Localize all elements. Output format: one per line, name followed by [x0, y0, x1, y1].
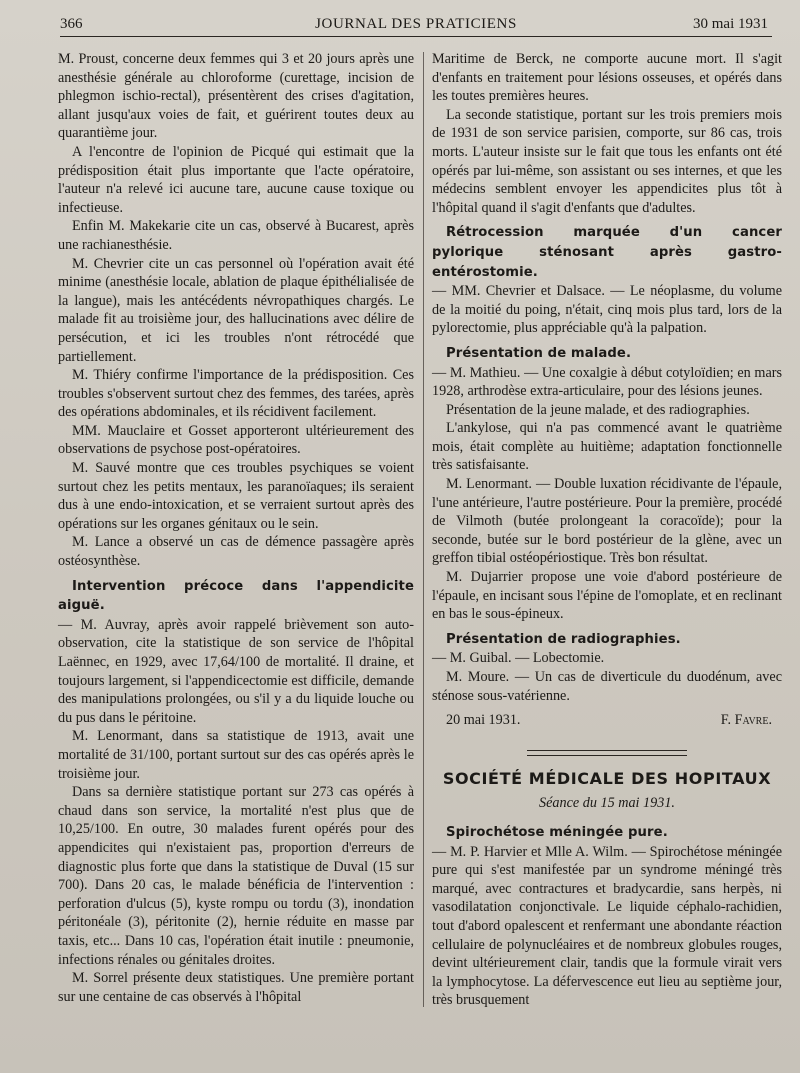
signature-line	[432, 711, 782, 730]
paragraph: Enfin M. Makekarie cite un cas, observé à Bucarest, après une rachianesthésie.	[58, 218, 414, 253]
paragraph: M. Proust, concerne deux femmes qui 3 et 20 jours après une anesthésie générale au chloroforme (curettage, incision de phlegmon ischio-rectal), présentèrent des crises d'agitation, allant jusqu'aux voies de fait, et guérirent toutes deux au quarantième jour.	[58, 51, 414, 142]
paragraph: L'ankylose, qui n'a pas commencé avant le quatrième mois, était complète au huitième; adaptation fonctionnelle très satisfaisante.	[432, 420, 782, 474]
paragraph: M. Dujarrier propose une voie d'abord postérieure de l'épaule, en incisant sous l'épine de l'omoplate, et en reclinant en bas le sous-épineux.	[432, 569, 782, 623]
paragraph: — M. Guibal. — Lobectomie.	[432, 650, 605, 667]
page-number: 366	[60, 16, 83, 32]
running-header	[60, 14, 772, 37]
paragraph: A l'encontre de l'opinion de Picqué qui estimait que la prédisposition était plus importante que l'acte opératoire, l'auteur n'a relevé ici aucune tare, aucune cause toxique ou infectieuse.	[58, 143, 414, 216]
paragraph: — MM. Chevrier et Dalsace. — Le néoplasme, du volume de la moitié du poing, n'était, cinq mois plus tard, lors de la pylorectomie, plus appréciable qu'à la palpation.	[432, 283, 782, 337]
heading-text: Rétrocession marquée d'un cancer pylorique sténosant après gastro-entérostomie.	[432, 225, 782, 280]
section-heading	[432, 223, 782, 282]
paragraph: Maritime de Berck, ne comporte aucune mort. Il s'agit d'enfants en traitement pour lésions osseuses, et opérés dans les toutes premières heures.	[432, 51, 782, 105]
paragraph: M. Moure. — Un cas de diverticule du duodénum, avec sténose sous-vatérienne.	[432, 669, 782, 704]
journal-title: JOURNAL DES PRATICIENS	[315, 16, 517, 32]
paragraph: M. Sorrel présente deux statistiques. Une première portant sur une centaine de cas observés à l'hôpital	[58, 970, 414, 1005]
seance-date: Séance du 15 mai 1931.	[539, 795, 675, 812]
paragraph: — M. Mathieu. — Une coxalgie à début cotyloïdien; en mars 1928, arthrodèse extra-articulaire, pour des lésions jeunes.	[432, 364, 782, 400]
left-column	[58, 50, 414, 1006]
society-title: SOCIÉTÉ MÉDICALE DES HOPITAUX	[442, 768, 772, 788]
heading-text: Présentation de malade.	[446, 345, 632, 361]
paragraph: M. Thiéry confirme l'importance de la prédisposition. Ces troubles s'observent surtout chez des femmes, des tarées, après des opérations abdominales, et ils récidivent facilement.	[58, 367, 414, 421]
paragraph: MM. Mauclaire et Gosset apporteront ultérieurement des observations de psychose post-opératoires.	[58, 422, 414, 458]
paragraph: M. Sauvé montre que ces troubles psychiques se voient surtout chez les petits mentaux, les paranoïaques; ils seraient dus à une endo-intoxication, et se verraient surtout après des opérations sur les organes génitaux ou le sein.	[58, 460, 414, 532]
paragraph: M. Lance a observé un cas de démence passagère après ostéosynthèse.	[58, 534, 414, 570]
paragraph: M. Lenormant, dans sa statistique de 1913, avait une mortalité de 31/100, portant surtout sur des cas opérés après le troisième jour.	[58, 728, 414, 782]
section-divider	[527, 750, 687, 756]
heading-text: Spirochétose méningée pure.	[446, 824, 668, 840]
paragraph: M. Chevrier cite un cas personnel où l'opération avait été minime (anesthésie locale, ablation de plaque épithélialisée de la langue), mais les antécédents névropathiques chargés. Le malade fit au troisième jour, des hallucinations avec délire de persécution, et ici les troubles n'ont rétrocédé que partiellement.	[58, 255, 414, 365]
heading-text: Présentation de radiographies.	[446, 631, 681, 647]
section-heading	[432, 344, 782, 364]
paragraph: Présentation de la jeune malade, et des radiographies.	[446, 401, 750, 418]
paragraph: — M. P. Harvier et Mlle A. Wilm. — Spirochétose méningée pure qui s'est manifestée par un syndrome méningé très marqué, avec contractures et bradycardie, sans herpès, ni vasodilatation conjonctivale. Le liquide céphalo-rachidien, tout d'abord opalescent et renfermant une abondante réaction cellulaire de polynucléaires et de nombreux globules rouges, devint ultérieurement clair, tandis que la formule virait vers la lymphocytose. La défervescence eut lieu au septième jour, très brusquement	[432, 843, 782, 1009]
section-heading	[432, 630, 782, 650]
section-heading	[58, 577, 414, 616]
paragraph: M. Lenormant. — Double luxation récidivante de l'épaule, l'une antérieure, l'autre postérieure. Pour la première, procédé de Vilmoth (butée prolongeant la coracoïde); pour la seconde, butée sur le bord postérieur de la glène, avec un greffon tibial ostéopériostique. Très bon résultat.	[432, 476, 782, 567]
paragraph: La seconde statistique, portant sur les trois premiers mois de 1931 de son service parisien, comporte, sur 86 cas, trois morts. L'auteur insiste sur le fait que tous les enfants ont été opérés par lui-même, son assistant ou ses internes, et que les médecins semblent envoyer les appendicites plus tôt à l'hôpital quand il s'agit d'enfants que d'adultes.	[432, 106, 782, 216]
paragraph: — M. Auvray, après avoir rappelé brièvement son auto-observation, cite la statistique de son service de l'hôpital Laënnec, en 1929, avec 17,64/100 de mortalité. Il draine, et toujours largement, si l'appendicectomie est difficile, demande des manipulations prolongées, ou s'il y a du liquide louche ou du pus dans le péritoine.	[58, 616, 414, 726]
right-column	[432, 50, 782, 1010]
section-heading	[432, 823, 782, 843]
paragraph: Dans sa dernière statistique portant sur 273 cas opérés à chaud dans son service, la mortalité n'est plus que de 10,25/100. En outre, 30 malades furent opérés pour des appendicites qui n'existaient pas, proportion d'erreurs de diagnostic plus forte que dans la statistique de Duval (15 sur 700). Dans 20 cas, le malade bénéficia de l'intervention : perforation d'ulcus (5), kyste rompu ou tordu (3), inondation péritonéale (3), péritonite (2), hernie réduite en masse par taxis, etc... Dans 10 cas, l'opération était inutile : pneumonie, infections rénales ou génitales droites.	[58, 784, 414, 968]
signature-date: 20 mai 1931.	[446, 712, 521, 729]
signature-author: F. Favre.	[720, 712, 772, 729]
heading-text: Intervention précoce dans l'appendicite aiguë.	[58, 578, 414, 614]
issue-date: 30 mai 1931	[693, 16, 768, 32]
column-rule	[423, 52, 424, 1007]
